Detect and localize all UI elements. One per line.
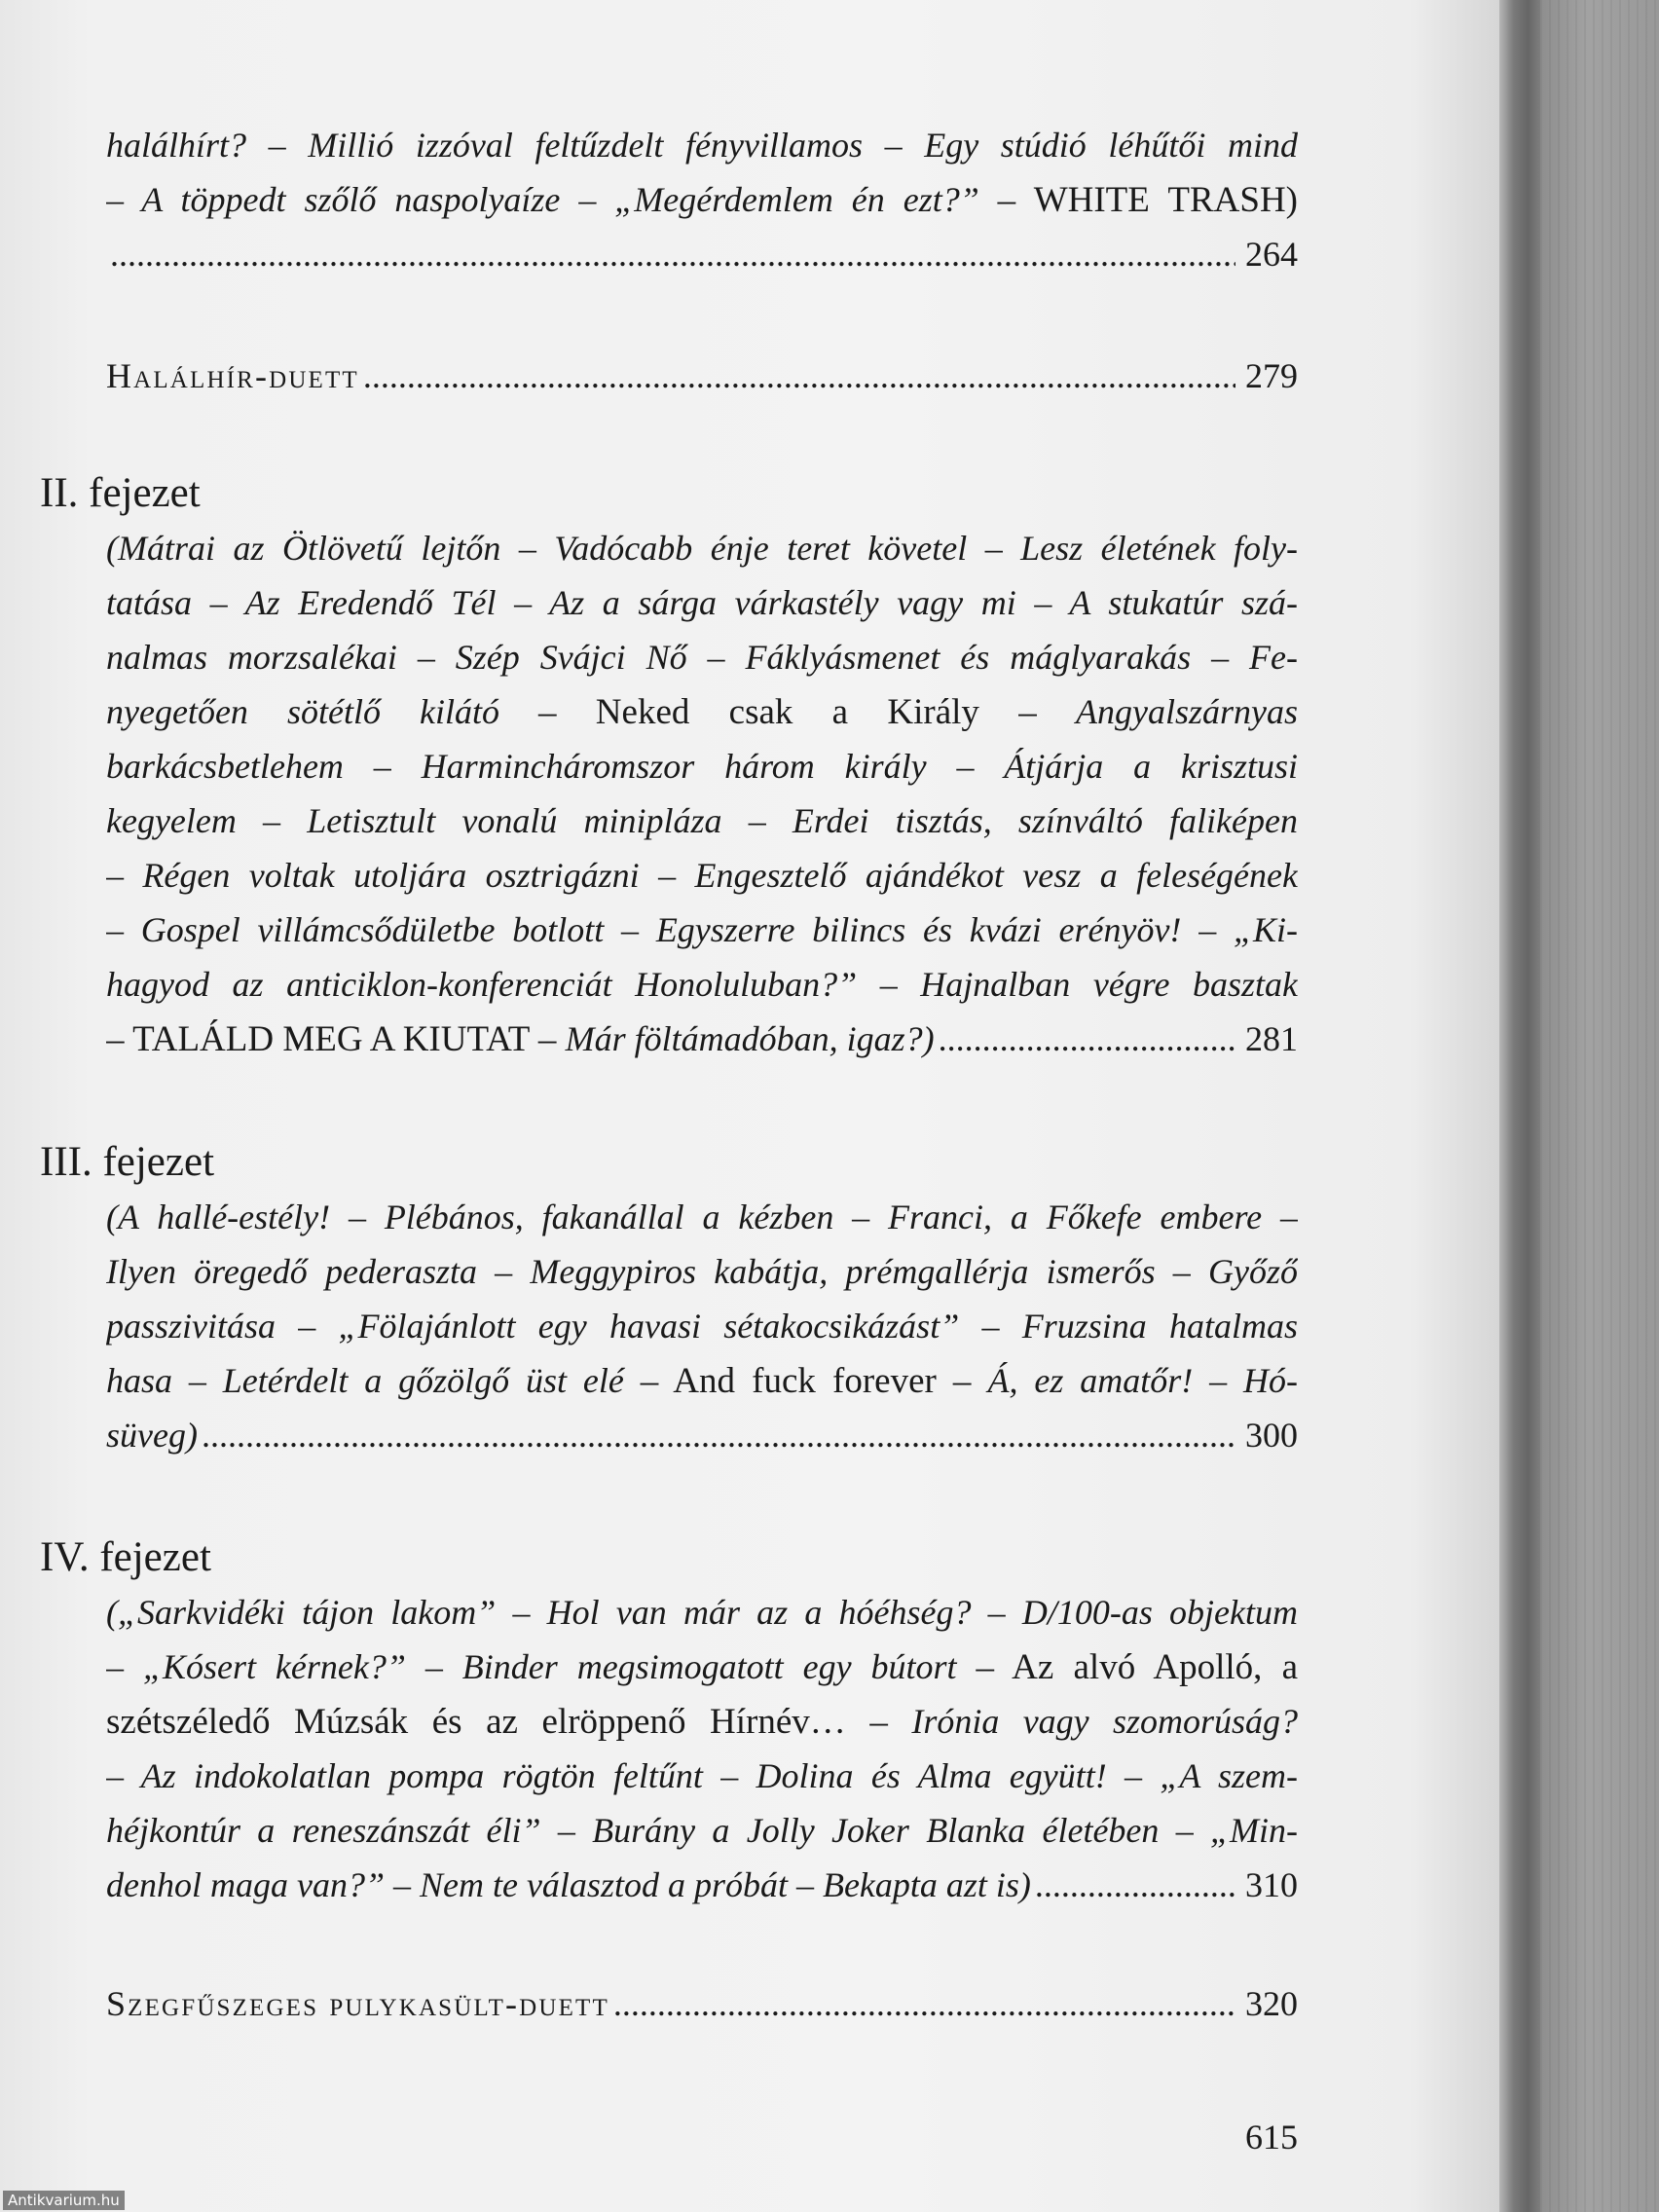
toc-line (106, 575, 1298, 630)
toc-line (106, 521, 1298, 575)
toc-line (106, 118, 1298, 172)
page-reference: 279 (1245, 356, 1298, 395)
toc-line-text (106, 1012, 935, 1066)
page-reference: 300 (1245, 1416, 1298, 1455)
toc-line (106, 1694, 1298, 1749)
toc-line-with-page (106, 1858, 1298, 1912)
toc-text-italic: nyegetően sötétlő kilátó (106, 692, 539, 731)
toc-line-text (106, 349, 359, 403)
page-reference: 264 (1245, 235, 1298, 274)
toc-text-italic: Már föltámadóban, igaz?) (565, 1019, 935, 1058)
toc-line (106, 793, 1298, 848)
toc-line-with-page (106, 1012, 1298, 1066)
toc-line (106, 1299, 1298, 1353)
toc-text-italic: kegyelem – Letisztult vonalú minipláza – Erdei tisztás, színváltó faliképen (106, 801, 1298, 840)
toc-text-roman: – TALÁLD MEG A KIUTAT – (106, 1019, 566, 1059)
toc-text-italic: (Mátrai az Ötlövetű lejtőn – Vadócabb énje teret követel – Lesz életének foly- (106, 529, 1298, 568)
toc-line (106, 848, 1298, 903)
toc-text-italic: süveg) (106, 1416, 198, 1455)
toc-text-roman: – And fuck forever – (640, 1361, 988, 1401)
dot-leader (202, 1408, 1235, 1462)
page-reference: 310 (1245, 1865, 1298, 1904)
toc-text-italic: Á, ez amatőr! – Hó- (987, 1361, 1298, 1400)
chapter-heading: III. fejezet (40, 1139, 215, 1185)
dot-leader (1035, 1858, 1235, 1912)
toc-text-roman: – Neked csak a Király – (538, 692, 1076, 732)
page-number: 615 (1245, 2118, 1298, 2157)
toc-text-italic: denhol maga van?” – Nem te választod a próbát – Bekapta azt is) (106, 1865, 1031, 1904)
toc-line (106, 172, 1298, 227)
chapter-entry (40, 466, 1298, 1066)
toc-text-italic: barkácsbetlehem – Harmincháromszor három király – Átjárja a krisztusi (106, 747, 1298, 786)
toc-line (106, 903, 1298, 957)
toc-text-roman: – WHITE TRASH) (997, 180, 1298, 220)
page-reference: 281 (1245, 1019, 1298, 1058)
toc-text-italic: halálhírt? – Millió izzóval feltűzdelt fényvillamos – Egy stúdió léhűtői mind (106, 126, 1298, 165)
chapter-heading: II. fejezet (40, 470, 201, 516)
toc-line (106, 684, 1298, 739)
chapter-entry (40, 1530, 1298, 1912)
dot-leader (613, 1976, 1235, 2031)
toc-line (106, 1585, 1298, 1640)
toc-text-roman: szétszéledő Múzsák és az elröppenő Hírnév… – (106, 1702, 912, 1742)
dot-leader (110, 227, 1235, 281)
toc-text-italic: – Régen voltak utoljára osztrigázni – Engesztelő ajándékot vesz a feleségének (106, 856, 1298, 895)
toc-line (106, 630, 1298, 684)
toc-line (106, 1749, 1298, 1803)
toc-line-with-page (106, 1976, 1298, 2031)
facing-page-background (1540, 0, 1659, 2212)
toc-line (106, 739, 1298, 793)
toc-text-italic: passzivitása – „Fölajánlott egy havasi sétakocsikázást” – Fruzsina hatalmas (106, 1307, 1298, 1346)
toc-text-italic: („Sarkvidéki tájon lakom” – Hol van már az a hóéhség? – D/100-as objektum (106, 1593, 1298, 1632)
toc-text-italic: (A hallé-estély! – Plébános, fakanállal a kézben – Franci, a Főkefe embere – (106, 1198, 1298, 1236)
toc-entry (106, 118, 1298, 281)
toc-line (106, 1640, 1298, 1694)
toc-text-italic: Irónia vagy szomorúság? (911, 1702, 1298, 1741)
toc-line-text (106, 1408, 198, 1462)
toc-text-italic: Ilyen öregedő pederaszta – Meggypiros kabátja, prémgallérja ismerős – Győző (106, 1252, 1298, 1291)
toc-text-italic: hasa – Letérdelt a gőzölgő üst elé (106, 1361, 641, 1400)
toc-entry-title: Halálhír-duett (106, 356, 359, 395)
toc-text-italic: – A töppedt szőlő naspolyaíze – „Megérdemlem én ezt?” (106, 180, 998, 219)
toc-text-italic: nalmas morzsalékai – Szép Svájci Nő – Fáklyásmenet és máglyarakás – Fe- (106, 638, 1298, 677)
toc-line-with-page (106, 349, 1298, 403)
toc-line (106, 1244, 1298, 1299)
toc-line-text (106, 1976, 609, 2031)
toc-text-italic: hagyod az anticiklon-konferenciát Honoluluban?” – Hajnalban végre basztak (106, 965, 1298, 1004)
toc-text-italic: – Az indokolatlan pompa rögtön feltűnt – Dolina és Alma együtt! – „A szem- (106, 1756, 1298, 1795)
watermark: Antikvarium.hu (3, 2191, 125, 2210)
toc-entry (106, 1976, 1298, 2031)
toc-line (106, 957, 1298, 1012)
toc-text-italic: héjkontúr a reneszánszát éli” – Burány a Jolly Joker Blanka életében – „Min- (106, 1811, 1298, 1850)
toc-text-italic: – Gospel villámcsődületbe botlott – Egyszerre bilincs és kvázi erényöv! – „Ki- (106, 910, 1298, 949)
page-edge-shadow (1499, 0, 1540, 2212)
toc-line (106, 1190, 1298, 1244)
toc-text-italic: – „Kósert kérnek?” – Binder megsimogatott egy bútort (106, 1647, 977, 1686)
toc-line (106, 1803, 1298, 1858)
toc-entry-title: Szegfűszeges pulykasült-duett (106, 1984, 609, 2023)
toc-line-text (106, 1858, 1031, 1912)
toc-line-with-page (106, 227, 1298, 281)
dot-leader (363, 349, 1235, 403)
toc-line-with-page (106, 1408, 1298, 1462)
toc-line (106, 1353, 1298, 1408)
toc-entry (106, 349, 1298, 403)
toc-text-roman: – Az alvó Apolló, a (976, 1647, 1298, 1687)
chapter-entry (40, 1135, 1298, 1462)
chapter-heading: IV. fejezet (40, 1534, 211, 1580)
dot-leader (939, 1012, 1235, 1066)
toc-text-italic: tatása – Az Eredendő Tél – Az a sárga várkastély vagy mi – A stukatúr szá- (106, 583, 1298, 622)
page-reference: 320 (1245, 1984, 1298, 2023)
toc-text-italic: Angyalszárnyas (1076, 692, 1298, 731)
